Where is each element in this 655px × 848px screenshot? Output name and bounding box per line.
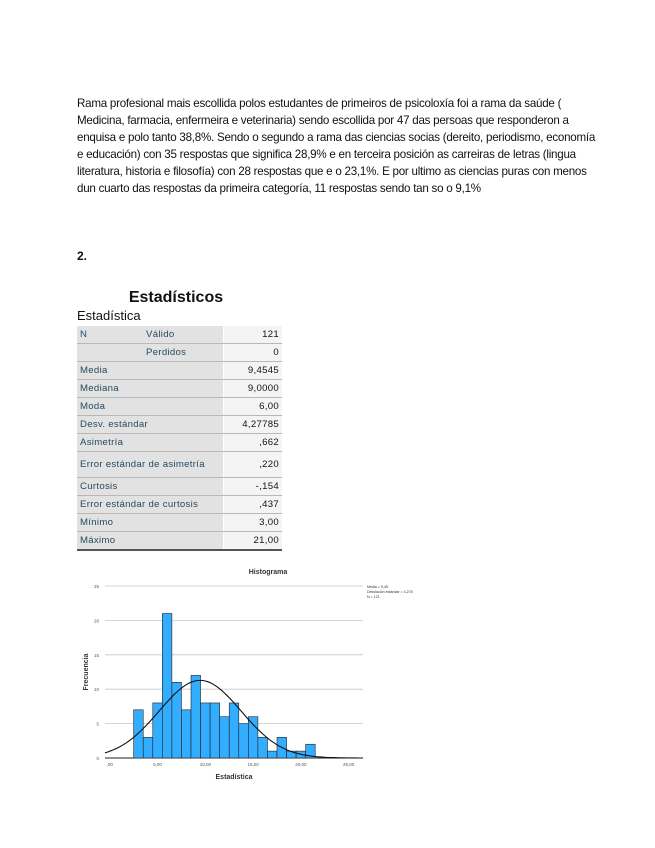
histogram-bar — [210, 703, 220, 758]
histogram-bar — [181, 710, 191, 758]
row-sublabel: Perdidos — [143, 344, 224, 362]
row-value: ,437 — [224, 496, 283, 514]
statistics-table — [77, 326, 282, 551]
section-number: 2. — [77, 249, 88, 263]
y-tick-label: 25 — [93, 584, 99, 589]
stats-title: Estadísticos — [128, 289, 224, 306]
histogram-bar — [162, 614, 172, 758]
summary-paragraph: Rama profesional mais escollida polos estudantes de primeiros de psicoloxía foi a rama da saúde ( Medicina, farmacia, enfermeira e veterinaria) sendo escollida por 47 das persoas que responderon a enquisa e polo tanto 38,8%. Sendo o segundo a rama das ciencias socias (dereito, periodismo, economía e educación) con 35 respostas que significa 28,9% e en terceira posición as carreiras de letras (lingua literatura, historia e filosofía) con 28 respostas que e o 23,1%. E por ultimo as ciencias puras con menos dun cuarto das respostas da primeira categoría, 11 respostas sendo tan so o 9,1% — [77, 97, 596, 195]
y-tick-label: 20 — [93, 618, 99, 624]
row-label: Media — [77, 362, 224, 380]
legend-entry: N = 121 — [367, 595, 380, 599]
row-label: Asimetría — [77, 434, 224, 452]
legend-entry: Media = 9,45 — [367, 585, 388, 589]
chart-title: Histograma — [248, 569, 288, 576]
row-value: 9,4545 — [224, 362, 283, 380]
histogram-bar — [267, 751, 277, 758]
row-label: Curtosis — [77, 478, 224, 496]
x-tick-label: 15,00 — [247, 762, 259, 767]
x-tick-label: 10,00 — [199, 762, 211, 767]
row-value: ,220 — [224, 452, 283, 478]
histogram-bar — [248, 717, 258, 758]
table-row — [77, 452, 282, 478]
table-row — [77, 434, 282, 452]
x-tick-label: ,00 — [106, 762, 113, 767]
row-label: Mínimo — [77, 514, 224, 532]
row-value: 121 — [224, 326, 283, 344]
histogram-bar — [239, 724, 249, 758]
row-value: 9,0000 — [224, 380, 283, 398]
table-row — [77, 362, 282, 380]
x-tick-label: 25,00 — [343, 762, 355, 767]
table-row — [77, 514, 282, 532]
y-tick-label: 0 — [96, 756, 99, 761]
table-row — [77, 380, 282, 398]
histogram-bar — [229, 703, 239, 758]
x-tick-label: 5,00 — [153, 762, 162, 767]
y-tick-label: 15 — [93, 652, 99, 658]
table-row — [77, 326, 282, 344]
histogram-bar — [134, 710, 144, 758]
y-axis-label: Frecuencia — [83, 653, 90, 691]
histogram-bar — [153, 703, 163, 758]
table-row — [77, 478, 282, 496]
histogram-chart — [80, 560, 450, 790]
x-tick-label: 20,00 — [295, 762, 307, 767]
histogram-bar — [143, 737, 153, 758]
row-value: 21,00 — [224, 532, 283, 551]
row-value: 0 — [224, 344, 283, 362]
table-row — [77, 344, 282, 362]
histogram-bar — [220, 717, 230, 758]
row-label: Error estándar de curtosis — [77, 496, 224, 514]
table-row — [77, 532, 282, 551]
table-row — [77, 416, 282, 434]
row-label: Error estándar de asimetría — [77, 452, 224, 478]
y-tick-label: 5 — [96, 721, 99, 727]
histogram-bar — [191, 675, 201, 758]
y-tick-label: 10 — [93, 687, 99, 693]
row-label: Mediana — [77, 380, 224, 398]
table-row — [77, 398, 282, 416]
row-value: ,662 — [224, 434, 283, 452]
histogram-bar — [172, 682, 182, 758]
row-label: N — [77, 326, 143, 344]
row-sublabel: Válido — [143, 326, 224, 344]
row-value: 3,00 — [224, 514, 283, 532]
row-label: Desv. estándar — [77, 416, 224, 434]
table-row — [77, 496, 282, 514]
row-value: 6,00 — [224, 398, 283, 416]
legend-entry: Desviación estándar = 4,278 — [367, 590, 413, 594]
histogram-bar — [201, 703, 211, 758]
row-label: Máximo — [77, 532, 224, 551]
histogram-bar — [258, 737, 268, 758]
row-label — [77, 344, 143, 362]
row-value: -,154 — [224, 478, 283, 496]
x-axis-label: Estadística — [215, 774, 253, 781]
stats-subtitle: Estadística — [77, 308, 141, 323]
row-label: Moda — [77, 398, 224, 416]
row-value: 4,27785 — [224, 416, 283, 434]
